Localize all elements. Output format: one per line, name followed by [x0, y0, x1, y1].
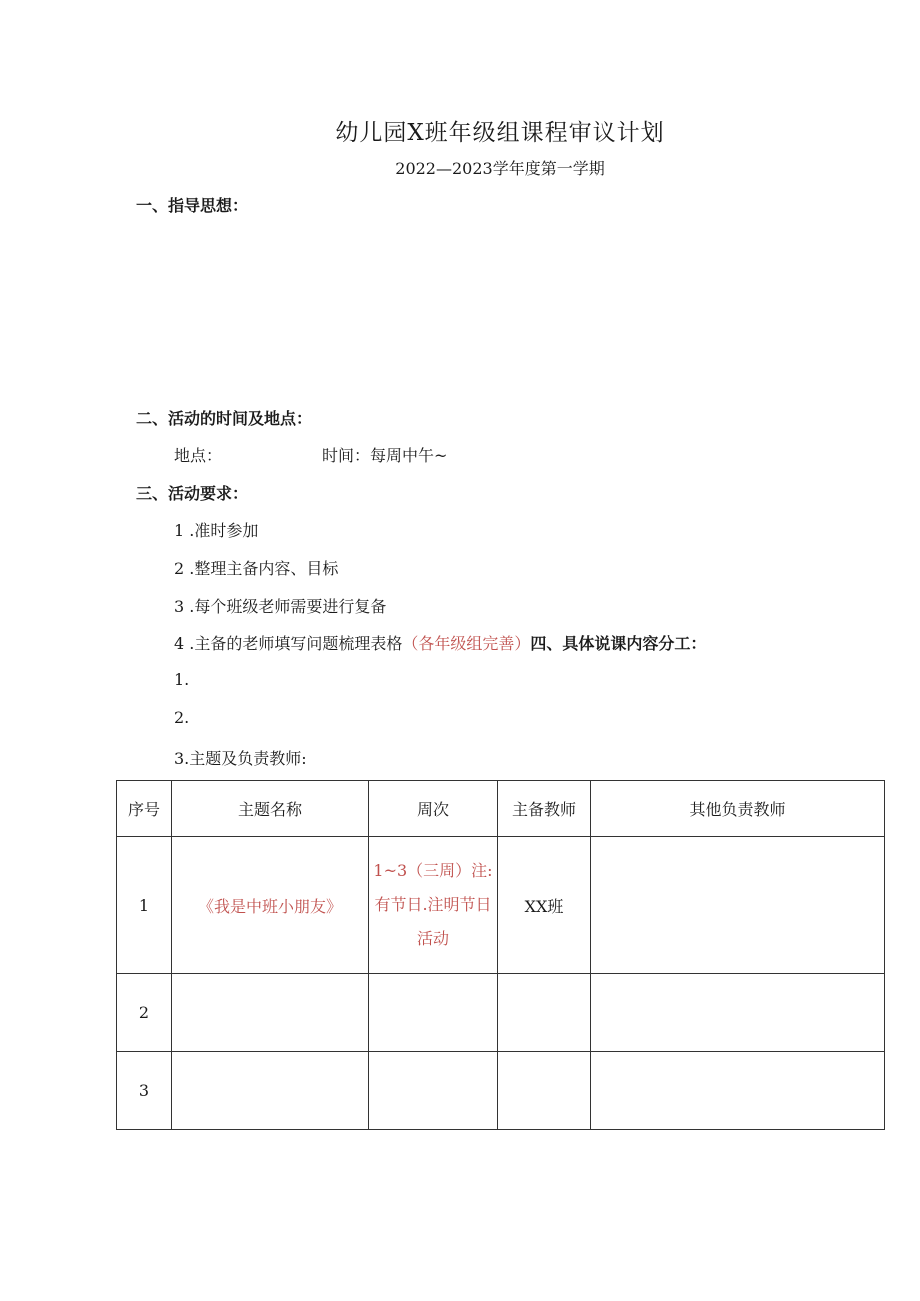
document-subtitle: 2022—2023学年度第一学期	[395, 159, 605, 178]
header-other-teachers: 其他负责教师	[591, 781, 885, 837]
document-title: 幼儿园X班年级组课程审议计划	[335, 120, 665, 146]
header-lead-teacher: 主备教师	[498, 781, 591, 837]
table-row	[117, 1052, 885, 1130]
cell-week	[369, 1052, 498, 1130]
cell-lead-teacher: XX班	[498, 837, 591, 974]
requirement-item: 2 .整理主备内容、目标	[174, 559, 339, 578]
requirement-note: （各年级组完善）	[402, 634, 531, 653]
assignment-item: 1.	[174, 670, 190, 689]
cell-other-teachers	[591, 837, 885, 974]
requirement-item: 4 .主备的老师填写问题梳理表格	[174, 634, 403, 653]
cell-theme: 《我是中班小朋友》	[172, 837, 369, 974]
assignment-table	[116, 780, 885, 1130]
cell-theme	[172, 1052, 369, 1130]
section-heading-requirements: 三、活动要求：	[136, 484, 249, 503]
section-heading-time-place: 二、活动的时间及地点：	[136, 409, 313, 428]
requirement-item: 1 .准时参加	[174, 521, 259, 540]
cell-no: 2	[117, 974, 172, 1052]
header-no: 序号	[117, 781, 172, 837]
cell-week	[369, 974, 498, 1052]
cell-no: 3	[117, 1052, 172, 1130]
requirement-item-4-line	[174, 631, 706, 654]
assignment-item: 2.	[174, 708, 190, 727]
cell-other-teachers	[591, 1052, 885, 1130]
assignment-item: 3.主题及负责教师:	[174, 749, 307, 768]
cell-theme	[172, 974, 369, 1052]
table-row	[117, 974, 885, 1052]
location-label: 地点：	[174, 446, 223, 465]
cell-week: 1~3（三周）注:有节日.注明节日活动	[369, 837, 498, 974]
cell-lead-teacher	[498, 1052, 591, 1130]
header-theme: 主题名称	[172, 781, 369, 837]
header-week: 周次	[369, 781, 498, 837]
table-row	[117, 837, 885, 974]
table-header-row	[117, 781, 885, 837]
cell-other-teachers	[591, 974, 885, 1052]
time-label: 时间：每周中午~	[322, 446, 448, 465]
cell-lead-teacher	[498, 974, 591, 1052]
section-heading-assignment: 四、具体说课内容分工：	[530, 634, 707, 653]
section-heading-guiding-idea: 一、指导思想：	[136, 196, 249, 215]
cell-no: 1	[117, 837, 172, 974]
requirement-item: 3 .每个班级老师需要进行复备	[174, 597, 387, 616]
